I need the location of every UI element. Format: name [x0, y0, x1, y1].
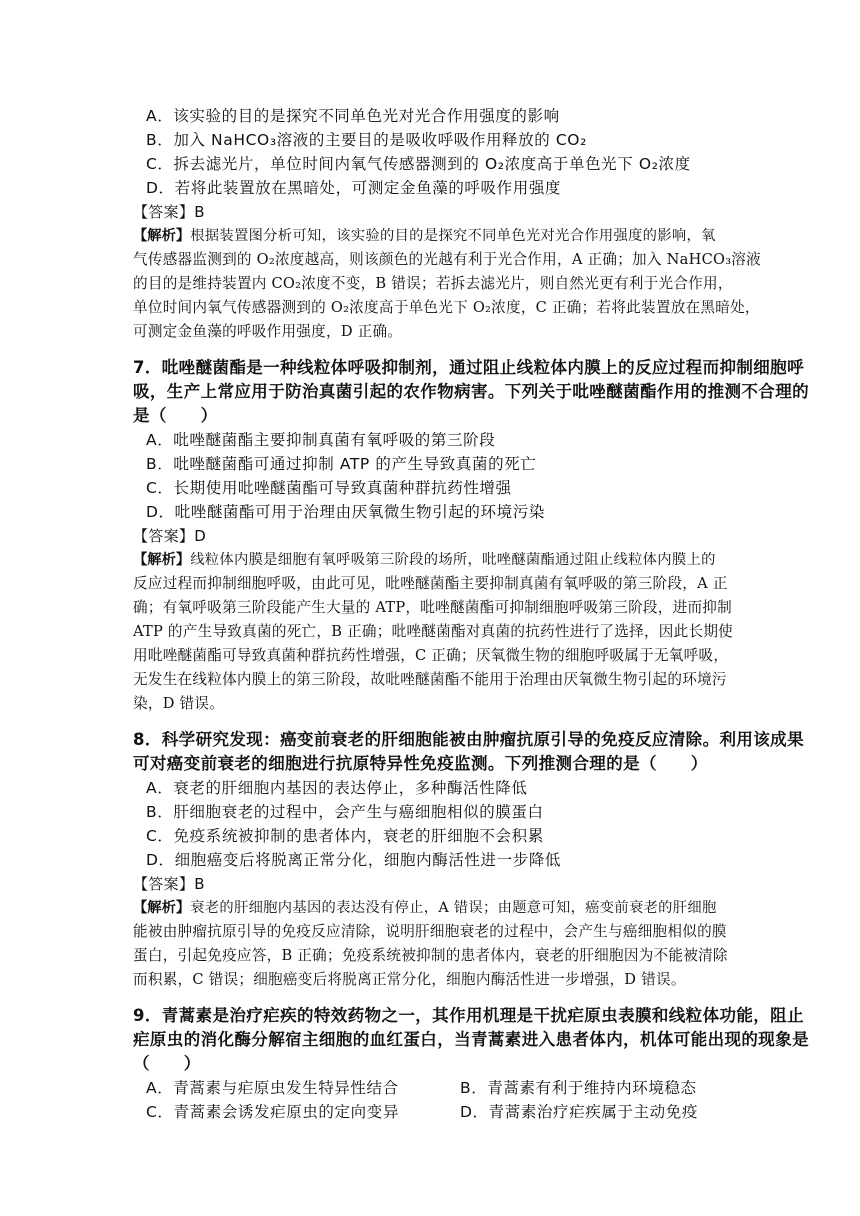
- q8-analysis-tag: 【解析】: [133, 900, 191, 916]
- q8-stem-line-1: 8．科学研究发现：癌变前衰老的肝细胞能被由肿瘤抗原引导的免疫反应清除。利用该成果: [133, 730, 804, 749]
- q7-analysis-line-7: 染，D 错误。: [133, 695, 225, 712]
- q6-option-b: B．加入 NaHCO₃溶液的主要目的是吸收呼吸作用释放的 CO₂: [146, 131, 587, 149]
- q7-stem-line-1: 7．吡唑醚菌酯是一种线粒体呼吸抑制剂，通过阻止线粒体内膜上的反应过程而抑制细胞呼: [133, 358, 804, 377]
- q7-stem-line-3: 是（ ）: [133, 406, 218, 425]
- q8-analysis-line-3: 蛋白，引起免疫应答，B 正确；免疫系统被抑制的患者体内，衰老的肝细胞因为不能被清除: [133, 947, 728, 964]
- q6-analysis-line-2: 气传感器监测到的 O₂浓度越高，则该颜色的光越有利于光合作用，A 正确；加入 NaHCO₃溶液: [133, 251, 761, 268]
- q6-option-a: A．该实验的目的是探究不同单色光对光合作用强度的影响: [146, 107, 560, 125]
- q6-answer: 【答案】B: [133, 203, 205, 221]
- q6-analysis-line-3: 的目的是维持装置内 CO₂浓度不变，B 错误；若拆去滤光片，则自然光更有利于光合作用，: [133, 275, 733, 292]
- q6-analysis-line-4: 单位时间内氧气传感器测到的 O₂浓度高于单色光下 O₂浓度，C 正确；若将此装置放在黑暗处，: [133, 299, 760, 316]
- q8-analysis-line-1: 【解析】衰老的肝细胞内基因的表达没有停止，A 错误；由题意可知，癌变前衰老的肝细胞: [133, 900, 717, 916]
- q7-analysis-line-6: 无发生在线粒体内膜上的第三阶段，故吡唑醚菌酯不能用于治理由厌氧微生物引起的环境污: [133, 671, 727, 688]
- q8-option-d: D．细胞癌变后将脱离正常分化，细胞内酶活性进一步降低: [146, 851, 562, 869]
- q6-analysis-tag: 【解析】: [133, 228, 191, 244]
- q7-option-a: A．吡唑醚菌酯主要抑制真菌有氧呼吸的第三阶段: [146, 431, 496, 449]
- q6-option-d: D．若将此装置放在黑暗处，可测定金鱼藻的呼吸作用强度: [146, 179, 562, 197]
- q7-option-b: B．吡唑醚菌酯可通过抑制 ATP 的产生导致真菌的死亡: [146, 455, 537, 473]
- q7-analysis-line-4: ATP 的产生导致真菌的死亡，B 正确；吡唑醚菌酯对真菌的抗药性进行了选择，因此长期使: [133, 623, 734, 640]
- q7-analysis-line-5: 用吡唑醚菌酯可导致真菌种群抗药性增强，C 正确；厌氧微生物的细胞呼吸属于无氧呼吸，: [133, 647, 729, 664]
- q6-analysis-line-5: 可测定金鱼藻的呼吸作用强度，D 正确。: [133, 323, 403, 340]
- q7-analysis-line-1: 【解析】线粒体内膜是细胞有氧呼吸第三阶段的场所，吡唑醚菌酯通过阻止线粒体内膜上的: [133, 552, 716, 568]
- q9-option-c: C．青蒿素会诱发疟原虫的定向变异: [146, 1103, 399, 1121]
- q7-analysis-line-3: 确；有氧呼吸第三阶段能产生大量的 ATP，吡唑醚菌酯可抑制细胞呼吸第三阶段，进而抑制: [133, 599, 732, 616]
- q7-answer: 【答案】D: [133, 527, 207, 545]
- q7-option-d: D．吡唑醚菌酯可用于治理由厌氧微生物引起的环境污染: [146, 503, 545, 521]
- q6-option-c: C．拆去滤光片，单位时间内氧气传感器测到的 O₂浓度高于单色光下 O₂浓度: [146, 155, 691, 173]
- q8-option-b: B．肝细胞衰老的过程中，会产生与癌细胞相似的膜蛋白: [146, 803, 544, 821]
- q8-option-c: C．免疫系统被抑制的患者体内，衰老的肝细胞不会积累: [146, 827, 544, 845]
- q8-analysis-line-4: 而积累，C 错误；细胞癌变后将脱离正常分化，细胞内酶活性进一步增强，D 错误。: [133, 971, 686, 988]
- q9-stem-line-1: 9．青蒿素是治疗疟疾的特效药物之一，其作用机理是干扰疟原虫表膜和线粒体功能，阻止: [133, 1006, 804, 1025]
- q7-option-c: C．长期使用吡唑醚菌酯可导致真菌种群抗药性增强: [146, 479, 512, 497]
- q9-option-b: B．青蒿素有利于维持内环境稳态: [460, 1079, 697, 1097]
- q7-analysis-line-2: 反应过程而抑制细胞呼吸，由此可见，吡唑醚菌酯主要抑制真菌有氧呼吸的第三阶段，A 正: [133, 575, 728, 592]
- q9-option-d: D．青蒿素治疗疟疾属于主动免疫: [460, 1103, 698, 1121]
- q8-analysis-line-2: 能被由肿瘤抗原引导的免疫反应清除，说明肝细胞衰老的过程中，会产生与癌细胞相似的膜: [133, 923, 727, 940]
- q7-stem-line-2: 吸，生产上常应用于防治真菌引起的农作物病害。下列关于吡唑醚菌酯作用的推测不合理的: [133, 382, 809, 401]
- q9-option-a: A．青蒿素与疟原虫发生特异性结合: [146, 1079, 399, 1097]
- q8-stem-line-2: 可对癌变前衰老的细胞进行抗原特异性免疫监测。下列推测合理的是（ ）: [133, 754, 708, 773]
- q7-analysis-tag: 【解析】: [133, 552, 191, 568]
- q9-stem-line-3: （ ）: [133, 1054, 201, 1073]
- q9-stem-line-2: 疟原虫的消化酶分解宿主细胞的血红蛋白，当青蒿素进入患者体内，机体可能出现的现象是: [133, 1030, 809, 1049]
- q8-answer: 【答案】B: [133, 875, 205, 893]
- q8-option-a: A．衰老的肝细胞内基因的表达停止，多种酶活性降低: [146, 779, 528, 797]
- q6-analysis-line-1: 【解析】根据装置图分析可知，该实验的目的是探究不同单色光对光合作用强度的影响，氧: [133, 228, 716, 244]
